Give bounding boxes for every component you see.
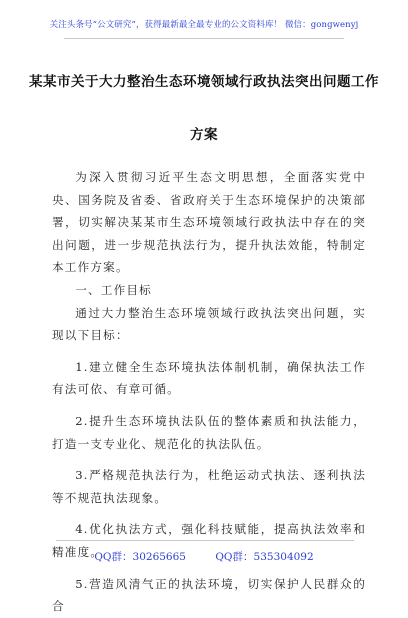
goal-number: 3. <box>75 468 89 483</box>
document-title-line2: 方案 <box>190 127 218 143</box>
intro-paragraph: 为深入贯彻习近平生态文明思想，全面落实党中央、国务院及省委、省政府关于生态环境保护的决策部署，切实解决某某市生态环境领域行政执法中存在的突出问题，进一步规范执法行为，提升执法效能，特制定本工作方案。 <box>52 170 366 275</box>
goal-item <box>52 464 366 509</box>
header-divider <box>64 38 344 39</box>
footer-divider <box>56 540 354 541</box>
goal-text: 营造风清气正的执法环境，切实保护人民群众的合 <box>52 576 366 614</box>
goal-number: 4. <box>75 522 89 537</box>
goal-text: 严格规范执法行为，杜绝运动式执法、逐利执法等不规范执法现象。 <box>52 468 366 505</box>
section-heading: 一、工作目标 <box>75 282 152 297</box>
header-notice: 关注头条号“公文研究”，获得最新最全最专业的公文资料库！ 微信：gongwenyj <box>49 20 359 30</box>
goal-text: 建立健全生态环境执法体制机制，确保执法工作有法可依、有章可循。 <box>52 359 366 397</box>
goal-item <box>52 410 366 455</box>
document-title-line1: 某某市关于大力整治生态环境领域行政执法突出问题工作 <box>29 74 379 90</box>
section-intro-paragraph: 通过大力整治生态环境领域行政执法突出问题，实现以下目标： <box>52 305 366 343</box>
goal-text: 优化执法方式，强化科技赋能，提高执法效率和精准度。 <box>52 522 366 559</box>
goal-number: 2. <box>75 413 89 428</box>
goal-number: 1. <box>75 359 89 374</box>
goal-number: 5. <box>75 576 89 591</box>
footer-contacts <box>0 549 408 564</box>
goal-item <box>52 356 366 401</box>
goal-item <box>52 573 366 618</box>
footer-qq-group-2: QQ群：535304092 <box>215 551 314 563</box>
goal-text: 提升生态环境执法队伍的整体素质和执法能力，打造一支专业化、规范化的执法队伍。 <box>52 413 366 451</box>
footer-qq-group-1: QQ群：30265665 <box>94 551 186 563</box>
